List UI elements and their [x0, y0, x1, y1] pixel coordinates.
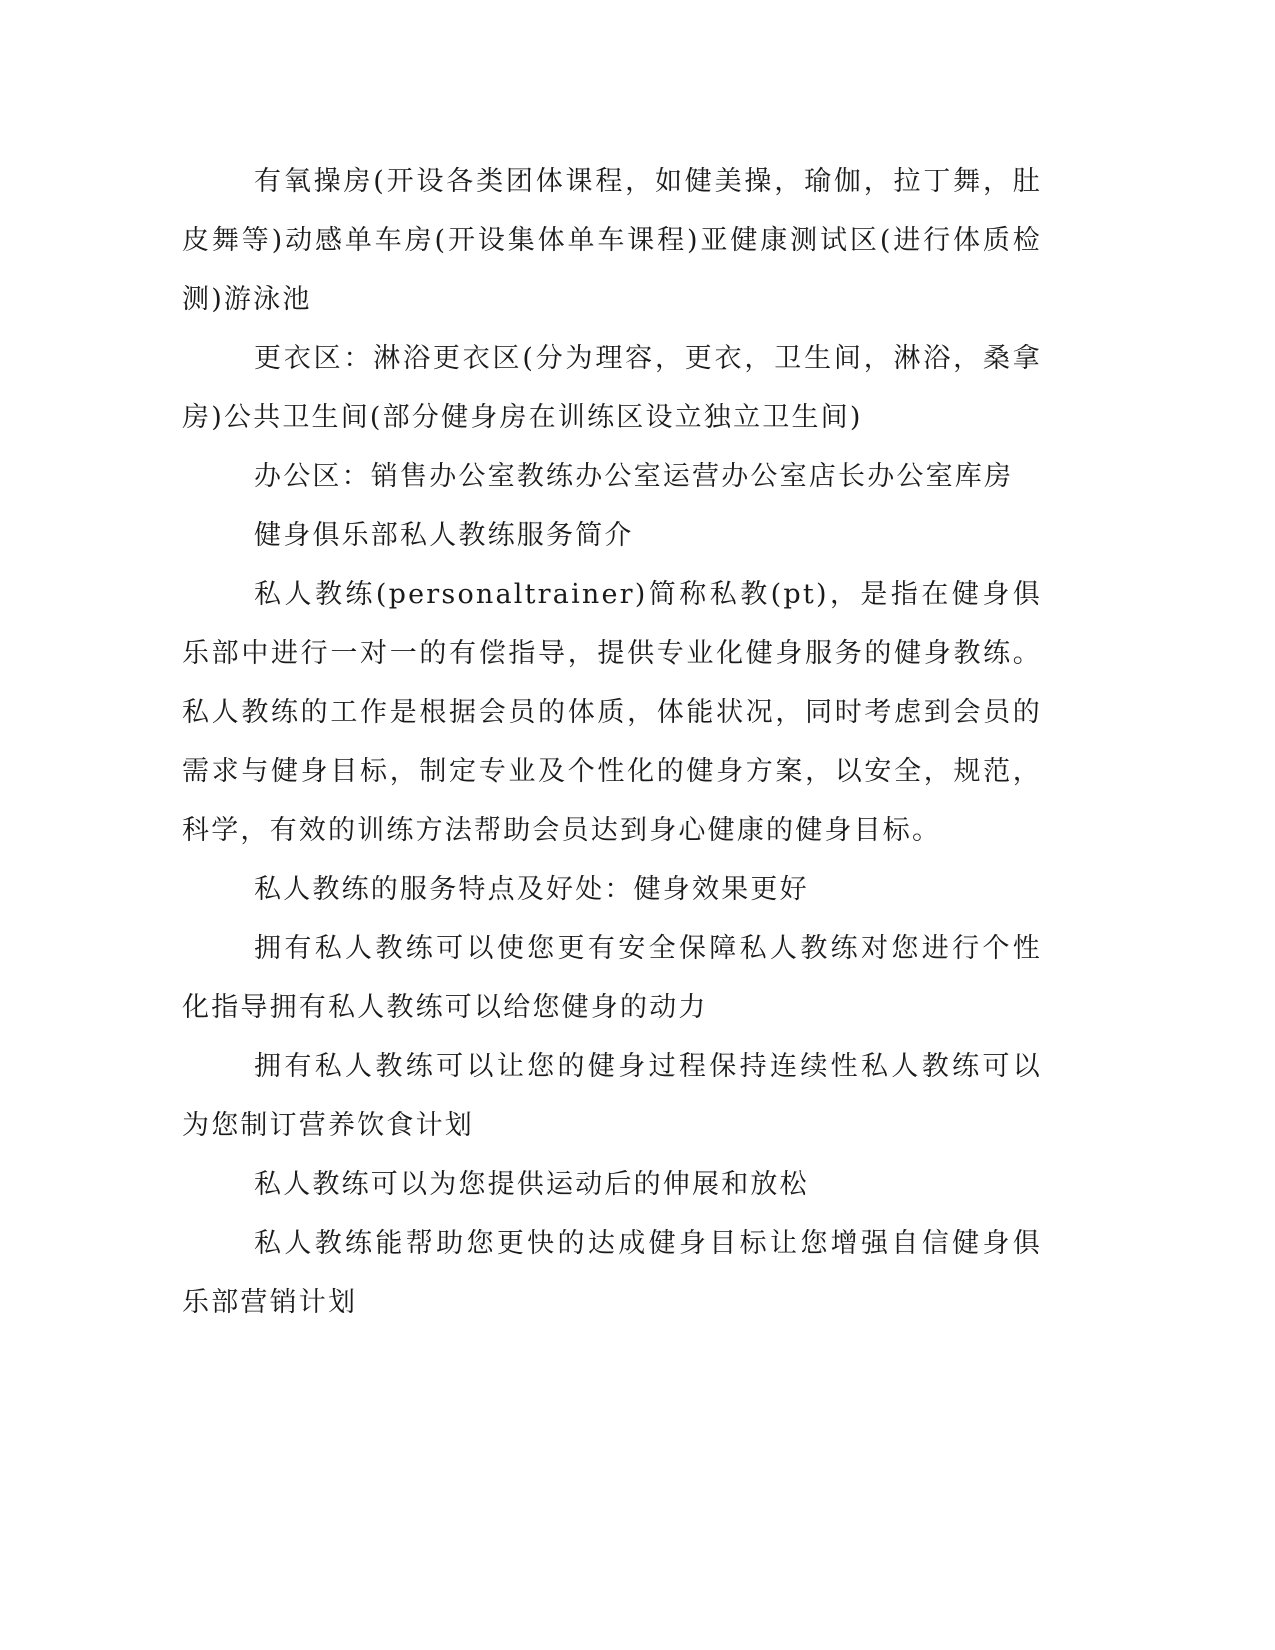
paragraph-changing-area: 更衣区：淋浴更衣区(分为理容，更衣，卫生间，淋浴，桑拿房)公共卫生间(部分健身房在训练区设立独立卫生间): [182, 343, 1042, 433]
document-page: [182, 152, 1042, 1332]
paragraph-benefit-continuity: 拥有私人教练可以让您的健身过程保持连续性私人教练可以为您制订营养饮食计划: [182, 1051, 1042, 1141]
paragraph-personal-trainer-definition: 私人教练(personaltrainer)简称私教(pt)，是指在健身俱乐部中进行一对一的有偿指导，提供专业化健身服务的健身教练。私人教练的工作是根据会员的体质，体能状况，同时考虑到会员的需求与健身目标，制定专业及个性化的健身方案，以安全，规范，科学，有效的训练方法帮助会员达到身心健康的健身目标。: [182, 579, 1042, 846]
paragraph-office-area: 办公区：销售办公室教练办公室运营办公室店长办公室库房: [254, 461, 1014, 492]
paragraph-service-features: 私人教练的服务特点及好处：健身效果更好: [254, 874, 809, 905]
paragraph-benefit-stretching: 私人教练可以为您提供运动后的伸展和放松: [254, 1169, 809, 1200]
paragraph-facilities-training: 有氧操房(开设各类团体课程，如健美操，瑜伽，拉丁舞，肚皮舞等)动感单车房(开设集体单车课程)亚健康测试区(进行体质检测)游泳池: [182, 166, 1042, 315]
paragraph-benefit-goals: 私人教练能帮助您更快的达成健身目标让您增强自信健身俱乐部营销计划: [182, 1228, 1042, 1318]
paragraph-benefit-safety: 拥有私人教练可以使您更有安全保障私人教练对您进行个性化指导拥有私人教练可以给您健身的动力: [182, 933, 1042, 1023]
section-heading-personal-trainer: 健身俱乐部私人教练服务简介: [254, 520, 634, 551]
